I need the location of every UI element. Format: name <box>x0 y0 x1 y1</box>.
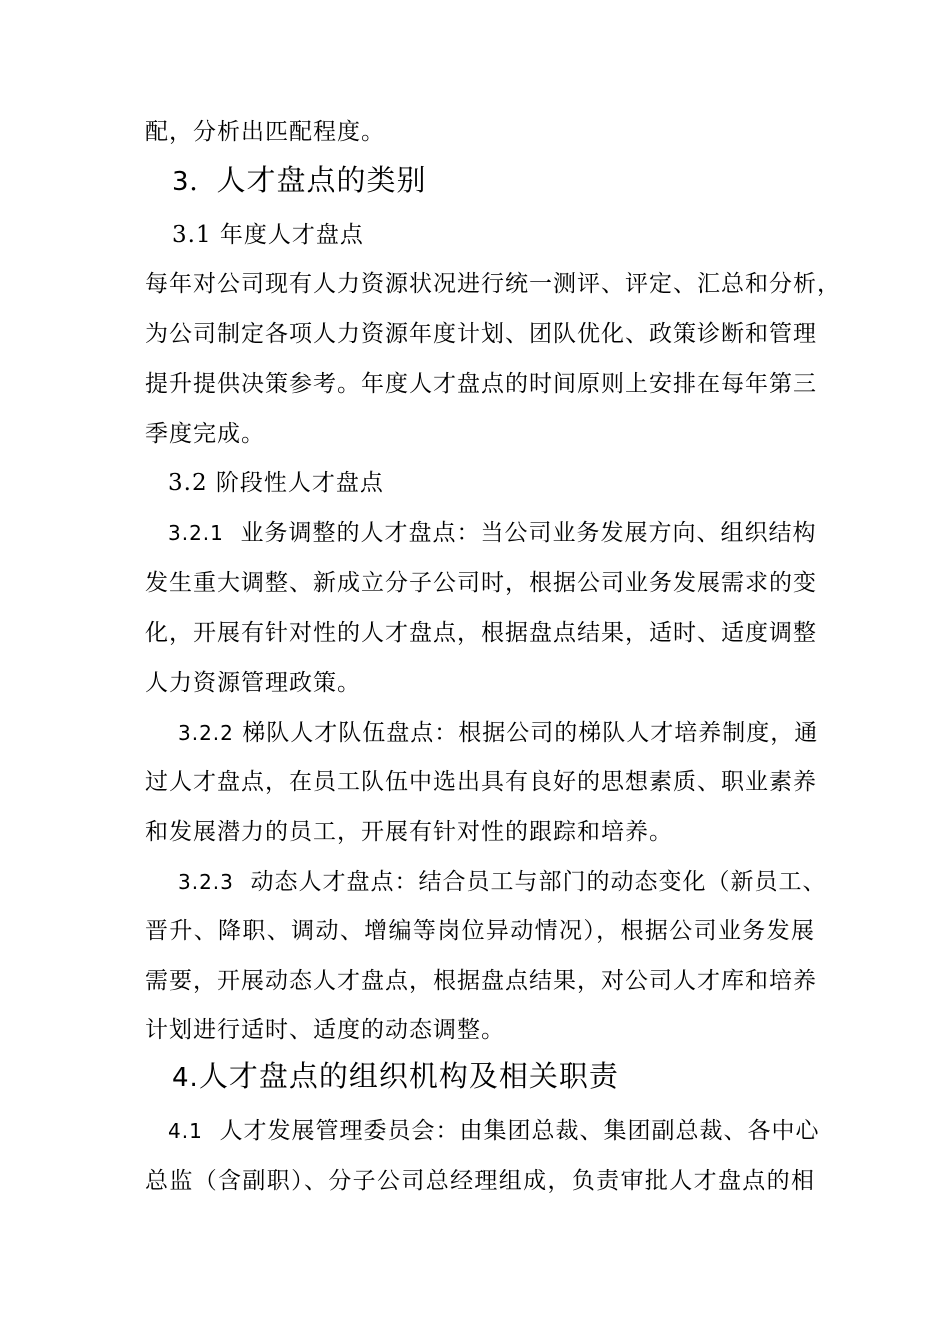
paragraph-line: 需要，开展动态人才盘点，根据盘点结果，对公司人才库和培养 <box>145 968 817 994</box>
item-text: 人才发展管理委员会：由集团总裁、集团副总裁、各中心 <box>219 1118 820 1144</box>
paragraph-line: 和发展潜力的员工，开展有针对性的跟踪和培养。 <box>145 819 673 845</box>
section-title: 人才盘点的组织机构及相关职责 <box>198 1059 619 1093</box>
item-number: 3.2.2 <box>178 721 234 745</box>
item-text: 梯队人才队伍盘点：根据公司的梯队人才培养制度，通 <box>242 720 819 746</box>
paragraph-line: 季度完成。 <box>145 421 265 447</box>
section-heading-3 <box>172 162 842 200</box>
paragraph-line: 发生重大调整、新成立分子公司时，根据公司业务发展需求的变 <box>145 570 817 596</box>
item-number: 3.2.1 <box>168 521 224 545</box>
subsection-heading-3-1: 3.1 年度人才盘点 <box>172 222 364 248</box>
paragraph-line: 提升提供决策参考。年度人才盘点的时间原则上安排在每年第三 <box>145 371 817 397</box>
item-number: 3.2.3 <box>178 870 234 894</box>
paragraph-line: 过人才盘点，在员工队伍中选出具有良好的思想素质、职业素养 <box>145 769 817 795</box>
paragraph-line <box>168 517 817 549</box>
section-heading-4 <box>172 1058 842 1096</box>
section-number: 4. <box>172 1063 199 1093</box>
item-text: 动态人才盘点：结合员工与部门的动态变化（新员工、 <box>250 869 827 895</box>
paragraph-line <box>178 717 819 749</box>
paragraph-line: 每年对公司现有人力资源状况进行统一测评、评定、汇总和分析， <box>145 271 841 297</box>
paragraph-line: 化，开展有针对性的人才盘点，根据盘点结果，适时、适度调整 <box>145 620 817 646</box>
paragraph-line: 计划进行适时、适度的动态调整。 <box>145 1017 505 1043</box>
section-number: 3． <box>172 167 217 197</box>
paragraph-line <box>178 866 827 898</box>
subsection-heading-3-2: 3.2 阶段性人才盘点 <box>168 470 384 496</box>
paragraph-line: 晋升、降职、调动、增编等岗位异动情况），根据公司业务发展 <box>145 918 815 944</box>
item-number: 4.1 <box>168 1119 203 1143</box>
paragraph-line: 总监（含副职）、分子公司总经理组成，负责审批人才盘点的相 <box>145 1168 815 1194</box>
paragraph-line <box>168 1115 820 1147</box>
section-title: 人才盘点的类别 <box>216 163 427 197</box>
item-text: 业务调整的人才盘点：当公司业务发展方向、组织结构 <box>240 520 817 546</box>
paragraph-line: 人力资源管理政策。 <box>145 670 361 696</box>
paragraph-line: 配，分析出匹配程度。 <box>145 119 385 145</box>
paragraph-line: 为公司制定各项人力资源年度计划、团队优化、政策诊断和管理 <box>145 321 817 347</box>
